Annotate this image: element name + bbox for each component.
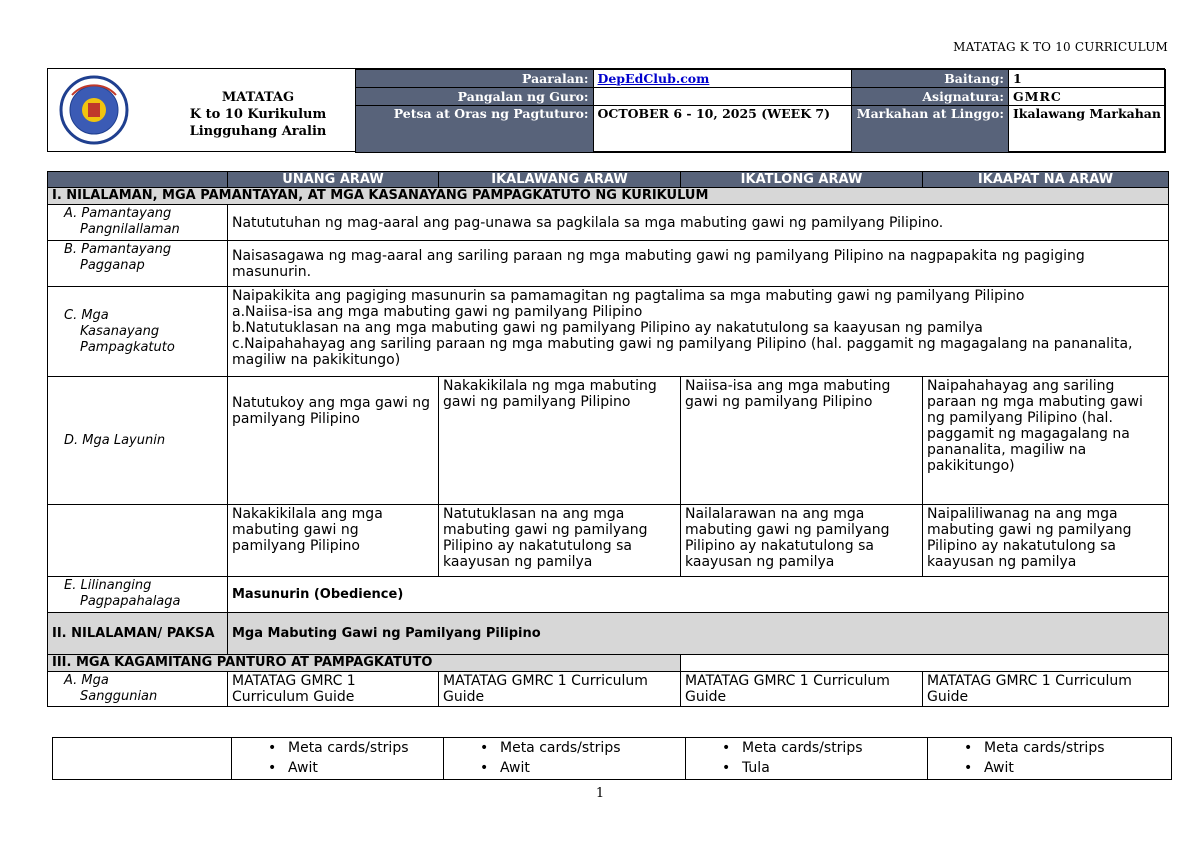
section-3-blank — [681, 655, 1169, 672]
row-c-line-1: Naipakikita ang pagiging masunurin sa pamamagitan ng pagtalima sa mga mabuting gawi ng pamilyang Pilipino — [232, 288, 1025, 304]
page-number: 1 — [595, 786, 605, 801]
row-d-label: D. Mga Layunin — [48, 377, 228, 505]
list-item: • Awit — [268, 758, 443, 778]
markahan-value: Ikalawang Markahan — [1008, 106, 1165, 153]
title-matatag: MATATAG — [221, 90, 295, 105]
materials-day3 — [686, 738, 928, 780]
row-e-label-2: Pagpapahalaga — [80, 594, 181, 609]
section-2-text: Mga Mabuting Gawi ng Pamilyang Pilipino — [228, 613, 1169, 655]
row-c-line-2: a.Naiisa-isa ang mga mabuting gawi ng pamilyang Pilipino — [232, 304, 643, 320]
header-title — [178, 89, 338, 140]
materials-label-cell — [53, 738, 232, 780]
guro-value — [593, 88, 852, 106]
paaralan-label: Paaralan: — [356, 70, 594, 88]
section-1-heading: I. NILALAMAN, MGA PAMANTAYAN, AT MGA KASANAYANG PAMPAGKATUTO NG KURIKULUM — [48, 188, 1169, 205]
row-d-day3: Naiisa-isa ang mga mabuting gawi ng pamilyang Pilipino — [681, 377, 923, 505]
deped-seal-icon — [59, 75, 129, 145]
row-d2-day2: Natutuklasan na ang mga mabuting gawi ng pamilyang Pilipino ay nakatutulong sa kaayusan ng pamilya — [439, 505, 681, 577]
list-item: • Meta cards/strips — [722, 738, 927, 758]
day-header-1: UNANG ARAW — [228, 172, 439, 188]
row-c-label-1: C. Mga — [64, 307, 109, 323]
row-b-label — [48, 241, 228, 287]
sanggunian-day1: MATATAG GMRC 1 Curriculum Guide — [228, 672, 439, 707]
row-a-label — [48, 205, 228, 241]
row-d2-label — [48, 505, 228, 577]
row-d-day1: Natutukoy ang mga gawi ng pamilyang Pilipino — [228, 377, 439, 505]
section-2-label: II. NILALAMAN/ PAKSA — [48, 613, 228, 655]
day-header-3: IKATLONG ARAW — [681, 172, 923, 188]
materials-day2 — [444, 738, 686, 780]
asignatura-label: Asignatura: — [852, 88, 1009, 106]
lesson-table — [47, 171, 1169, 707]
title-lingguhang-aralin: Lingguhang Aralin — [189, 124, 327, 139]
row-d-day2: Nakakikilala ng mga mabuting gawi ng pamilyang Pilipino — [439, 377, 681, 505]
markahan-label: Markahan at Linggo: — [852, 106, 1009, 153]
petsa-value: OCTOBER 6 - 10, 2025 (WEEK 7) — [593, 106, 852, 153]
sanggunian-label — [48, 672, 228, 707]
school-link[interactable]: DepEdClub.com — [597, 71, 710, 86]
row-d2-day1: Nakakikilala ang mga mabuting gawi ng pamilyang Pilipino — [228, 505, 439, 577]
day-header-2: IKALAWANG ARAW — [439, 172, 681, 188]
materials-table — [52, 737, 1172, 780]
row-e-label — [48, 577, 228, 613]
petsa-label: Petsa at Oras ng Pagtuturo: — [356, 106, 594, 153]
row-d-day4: Naipahahayag ang sariling paraan ng mga mabuting gawi ng pamilyang Pilipino (hal. paggamit ng magagalang na pananalita, magiliw na pakikitungo) — [923, 377, 1169, 505]
list-item: • Meta cards/strips — [268, 738, 443, 758]
sanggunian-label-2: Sanggunian — [80, 689, 158, 704]
sanggunian-day3: MATATAG GMRC 1 Curriculum Guide — [681, 672, 923, 707]
row-c-line-3: b.Natutuklasan na ang mga mabuting gawi ng pamilyang Pilipino ay nakatutulong sa kaayusan ng pamilya — [232, 320, 983, 336]
list-item: • Tula — [722, 758, 927, 778]
header-block — [47, 68, 1165, 152]
day-header-row — [48, 172, 1169, 188]
list-item: • Awit — [964, 758, 1171, 778]
row-b-label-1: B. Pamantayang — [64, 242, 172, 257]
row-a-label-2: Pangnilallaman — [80, 222, 180, 237]
row-b-text: Naisasagawa ng mag-aaral ang sariling paraan ng mga mabuting gawi ng pamilyang Pilipino na nagpapakita ng pagiging masunurin. — [228, 241, 1169, 287]
sanggunian-day2: MATATAG GMRC 1 Curriculum Guide — [439, 672, 681, 707]
row-d2-day3: Nailalarawan na ang mga mabuting gawi ng pamilyang Pilipino ay nakatutulong sa kaayusan ng pamilya — [681, 505, 923, 577]
day-header-4: IKAAPAT NA ARAW — [923, 172, 1169, 188]
day-header-blank — [48, 172, 228, 188]
row-c-label-2: Kasanayang — [80, 323, 160, 339]
materials-day1 — [232, 738, 444, 780]
asignatura-value: GMRC — [1008, 88, 1165, 106]
list-item: • Meta cards/strips — [480, 738, 685, 758]
row-d2-day4: Naipaliliwanag na ang mga mabuting gawi ng pamilyang Pilipino ay nakatutulong sa kaayusan ng pamilya — [923, 505, 1169, 577]
row-e-label-1: E. Lilinanging — [64, 578, 152, 593]
sanggunian-day4: MATATAG GMRC 1 Curriculum Guide — [923, 672, 1169, 707]
row-e-text: Masunurin (Obedience) — [228, 577, 1169, 613]
curriculum-label: MATATAG K TO 10 CURRICULUM — [953, 40, 1168, 54]
materials-day4 — [928, 738, 1172, 780]
baitang-value: 1 — [1008, 70, 1165, 88]
baitang-label: Baitang: — [852, 70, 1009, 88]
row-b-label-2: Pagganap — [80, 258, 145, 273]
row-a-text: Natututuhan ng mag-aaral ang pag-unawa sa pagkilala sa mga mabuting gawi ng pamilyang Pilipino. — [228, 205, 1169, 241]
guro-label: Pangalan ng Guro: — [356, 88, 594, 106]
row-a-label-1: A. Pamantayang — [64, 206, 172, 221]
paaralan-value — [593, 70, 852, 88]
title-kurikulum: K to 10 Kurikulum — [189, 107, 327, 122]
list-item: • Awit — [480, 758, 685, 778]
sanggunian-label-1: A. Mga — [64, 673, 109, 688]
section-3-heading: III. MGA KAGAMITANG PANTURO AT PAMPAGKATUTO — [48, 655, 681, 672]
row-c-label — [48, 287, 228, 377]
row-c-line-4: c.Naipahahayag ang sariling paraan ng mga mabuting gawi ng pamilyang Pilipino (hal. paggamit ng magagalang na pananalita, magiliw na pakikitungo) — [232, 336, 1133, 368]
list-item: • Meta cards/strips — [964, 738, 1171, 758]
row-c-label-3: Pampagkatuto — [80, 339, 175, 355]
row-c-text — [228, 287, 1169, 377]
header-info-table — [355, 69, 1166, 153]
